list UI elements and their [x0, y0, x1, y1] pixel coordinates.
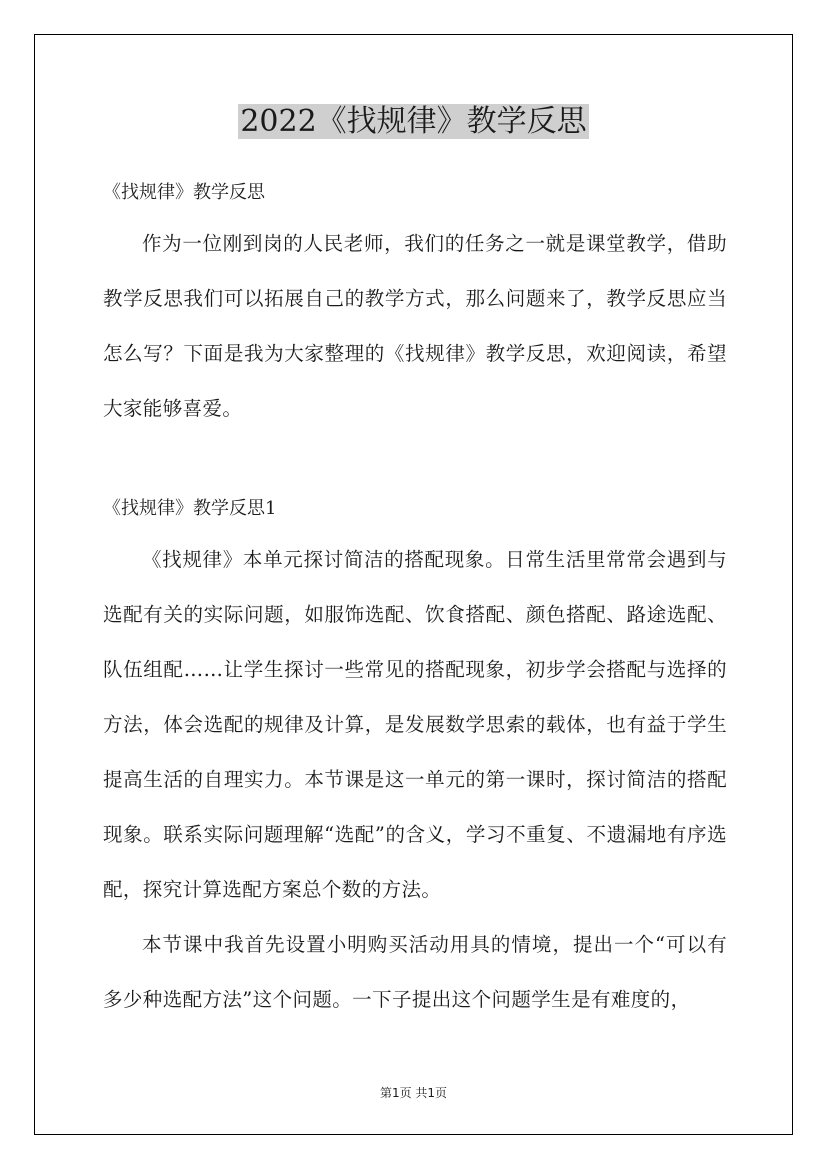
document-title-text: 2022《找规律》教学反思 [240, 104, 587, 139]
subtitle-heading: 《找规律》教学反思 [103, 182, 265, 203]
section-1-heading: 《找规律》教学反思1 [103, 498, 277, 519]
section-1-paragraph-1: 《找规律》本单元探讨简洁的搭配现象。日常生活里常常会遇到与选配有关的实际问题，如服饰选配、饮食搭配、颜色搭配、路途选配、队伍组配……让学生探讨一些常见的搭配现象，初步学会搭配与选择的方法，体会选配的规律及计算，是发展数学思索的载体，也有益于学生提高生活的自理实力。本节课是这一单元的第一课时，探讨简洁的搭配现象。联系实际问题理解“选配”的含义，学习不重复、不遗漏地有序选配，探究计算选配方案总个数的方法。 [103, 548, 727, 901]
section-1-paragraph-2: 本节课中我首先设置小明购买活动用具的情境，提出一个“可以有多少种选配方法”这个问题。一下子提出这个问题学生是有难度的， [103, 933, 727, 1011]
document-title [0, 100, 827, 144]
page-footer: 第1页 共1页 [379, 1086, 448, 1100]
intro-paragraph: 作为一位刚到岗的人民老师，我们的任务之一就是课堂教学，借助教学反思我们可以拓展自己的教学方式，那么问题来了，教学反思应当怎么写？下面是我为大家整理的《找规律》教学反思，欢迎阅读，希望大家能够喜爱。 [103, 232, 727, 420]
document-body [103, 170, 727, 1027]
section-spacer [103, 436, 727, 486]
